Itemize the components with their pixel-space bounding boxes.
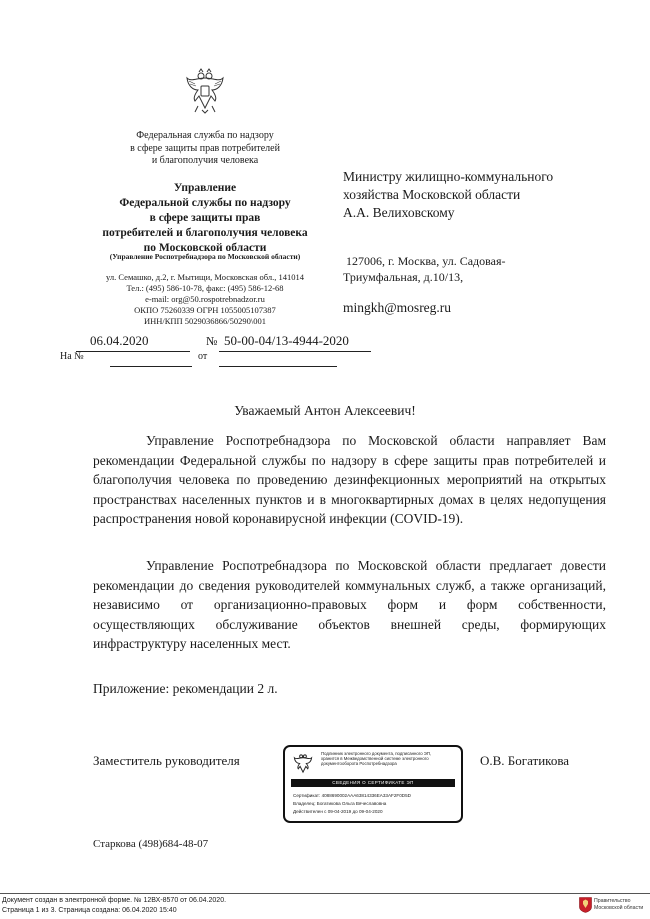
- agency-name-line: Управление: [173, 182, 237, 194]
- parent-agency-line: и благополучия человека: [151, 155, 259, 166]
- body-paragraph-2: Управление Роспотребнадзора по Московской области предлагает довести рекомендации до сведения руководителей коммунальных служб, а также организаций, независимо от организационно-правовых форм и форм собственности, осуществляющих обслуживание объектов внешней среды, формирующих инфраструктуру населенных мест.: [93, 558, 606, 652]
- agency-abbreviation: (Управление Роспотребнадзора по Московской области): [109, 252, 301, 261]
- parent-agency-line: в сфере защиты прав потребителей: [130, 142, 280, 154]
- stamp-info-line: документооборота Роспотребнадзора: [321, 761, 397, 767]
- agency-name-line: по Московской области: [143, 242, 267, 254]
- reference-label: На №: [60, 351, 84, 362]
- agency-phone: Тел.: (495) 586-10-78, факс: (495) 586-12-68: [126, 283, 284, 293]
- executor-contact: Старкова (498)684-48-07: [93, 838, 209, 850]
- double-headed-eagle-emblem-icon: [185, 68, 225, 114]
- number-underline: [219, 351, 371, 352]
- salutation: Уважаемый Антон Алексеевич!: [234, 403, 416, 418]
- recipient-line: хозяйства Московской области: [343, 187, 521, 202]
- agency-contacts: [80, 272, 330, 327]
- agency-email: e-mail: org@50.rospotrebnadzor.ru: [145, 294, 265, 304]
- government-label: [594, 898, 643, 911]
- agency-name-line: Федеральной службы по надзору: [119, 197, 291, 209]
- agency-name-line: в сфере защиты прав: [149, 212, 261, 224]
- parent-agency: [92, 130, 318, 168]
- recipient-line: А.А. Велиховскому: [343, 205, 455, 220]
- agency-name-line: потребителей и благополучия человека: [102, 227, 308, 239]
- stamp-certificate: Сертификат: 4088690002AAA63814336EA33AF2F0D5D: [293, 793, 411, 798]
- registration-date: 06.04.2020: [90, 333, 149, 348]
- footer-line-2: Страница 1 из 3. Страница создана: 06.04.2020 15:40: [2, 906, 177, 914]
- stamp-info: [321, 751, 459, 767]
- agency-address: ул. Семашко, д.2, г. Мытищи, Московская обл., 141014: [106, 272, 304, 282]
- agency-inn: ИНН/КПП 5029036866/50290\001: [143, 316, 267, 326]
- moscow-region-coat-of-arms-icon: [579, 897, 592, 913]
- government-label-line: Московской области: [594, 904, 644, 911]
- agency-okpo: ОКПО 75260339 ОГРН 1055005107387: [134, 305, 276, 315]
- footer-info: [2, 896, 226, 915]
- stamp-info-line: Подлинник электронного документа, подписанного ЭП,: [321, 751, 432, 756]
- body-paragraph-1: Управление Роспотребнадзора по Московской области направляет Вам рекомендации Федеральной службы по надзору в сфере защиты прав потребителей и благополучия человека по проведению дезинфекционных мероприятий на открытых пространствах населенных пунктов и в многоквартирных домах в целях недопущения распространения новой коронавирусной инфекции (COVID-19).: [93, 433, 606, 527]
- recipient-block: [343, 168, 613, 222]
- from-label: от: [198, 351, 208, 362]
- date-underline: [76, 351, 190, 352]
- stamp-info-line: хранится в Межведомственной системе электронного: [321, 756, 429, 762]
- government-label-line: Правительство: [594, 898, 631, 904]
- signatory-name: О.В. Богатикова: [480, 753, 570, 768]
- signatory-position: Заместитель руководителя: [93, 753, 240, 768]
- recipient-address: [343, 253, 543, 285]
- stamp-validity: Действителен с 09-04-2019 до 09-04-2020: [293, 809, 383, 814]
- stamp-emblem-icon: [293, 753, 313, 775]
- agency-name: [92, 181, 318, 256]
- reference-underline: [110, 366, 192, 367]
- electronic-signature-stamp: [283, 745, 463, 823]
- recipient-line: Министру жилищно-коммунального: [343, 169, 554, 184]
- from-underline: [219, 366, 337, 367]
- recipient-address-line: 127006, г. Москва, ул. Садовая-: [346, 254, 506, 268]
- footer-line-1: Документ создан в электронной форме. № 12ВХ-8570 от 06.04.2020.: [2, 897, 227, 904]
- recipient-address-line: Триумфальная, д.10/13,: [343, 270, 464, 284]
- recipient-email: mingkh@mosreg.ru: [343, 300, 452, 315]
- registration-number-label: №: [206, 334, 218, 348]
- parent-agency-line: Федеральная служба по надзору: [136, 130, 274, 141]
- registration-number: 50-00-04/13-4944-2020: [224, 333, 349, 348]
- stamp-owner: Владелец: Богатикова Ольга Вячеславовна: [293, 801, 387, 806]
- stamp-banner: СВЕДЕНИЯ О СЕРТИФИКАТЕ ЭП: [291, 779, 455, 787]
- appendix-note: Приложение: рекомендации 2 л.: [93, 681, 278, 696]
- footer-divider: [0, 893, 650, 894]
